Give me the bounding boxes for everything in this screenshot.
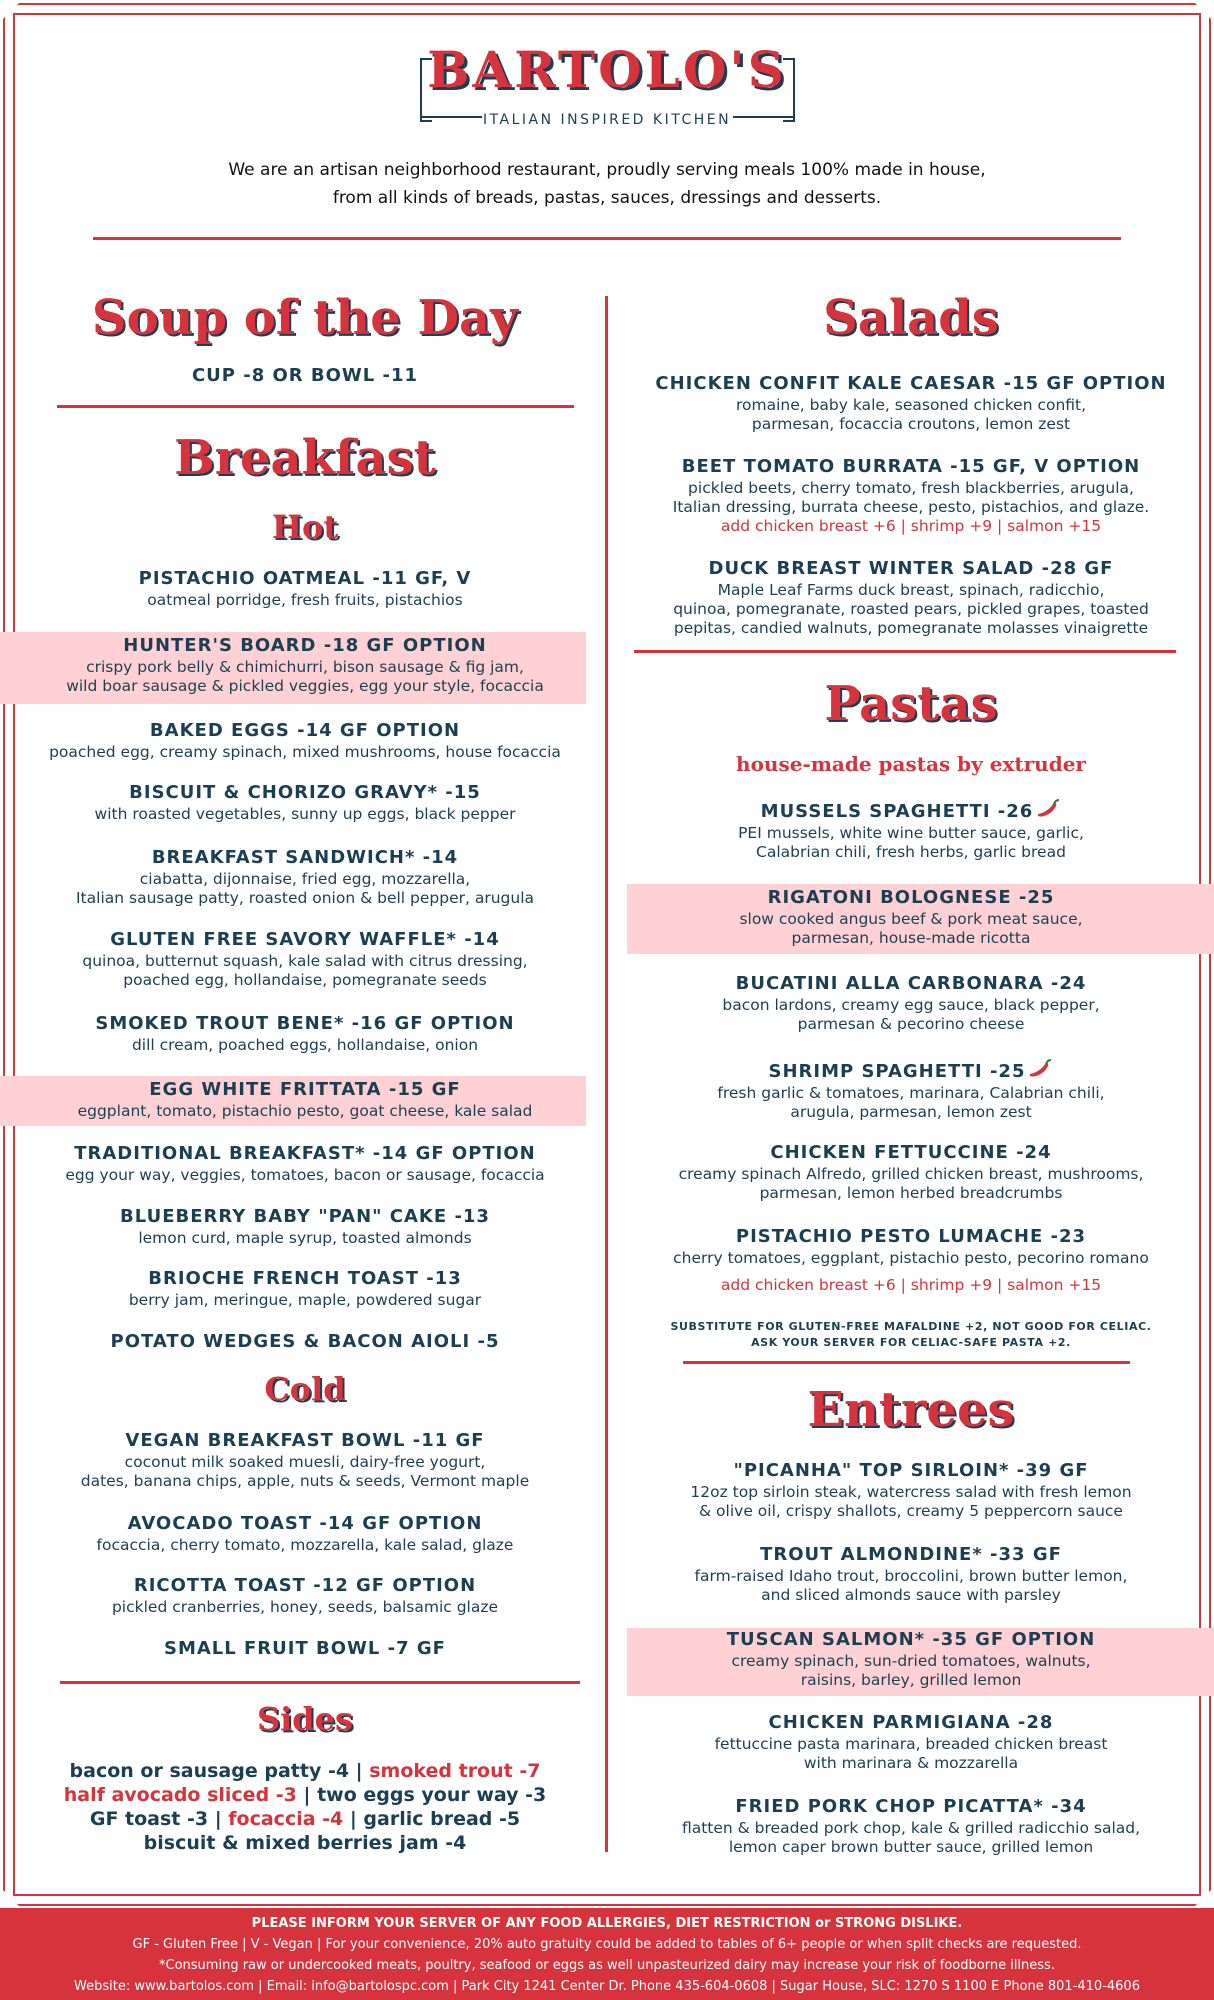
menu-item-description: fresh garlic & tomatoes, marinara, Calabrian chili, (717, 1084, 1105, 1102)
menu-item-description: berry jam, meringue, maple, powdered sugar (128, 1291, 482, 1309)
menu-item-description: slow cooked angus beef & pork meat sauce, (739, 910, 1083, 928)
salads-title: Salads (823, 290, 999, 346)
menu-item-name: BAKED EGGS -14 GF OPTION (149, 720, 461, 741)
menu-item (0, 781, 610, 824)
menu-item-description: wild boar sausage & pickled veggies, egg your style, focaccia (66, 677, 544, 695)
menu-item-addons: add chicken breast +6 | shrimp +9 | salmon +15 (720, 1276, 1102, 1294)
menu-item-description: Italian sausage patty, roasted onion & bell pepper, arugula (75, 889, 535, 907)
health-warning: *Consuming raw or undercooked meats, poultry, seafood or eggs as well unpasteurized dairy may increase your risk of foodborne illness. (159, 1958, 1055, 1973)
menu-item (0, 928, 610, 990)
menu-item-description: parmesan, focaccia croutons, lemon zest (751, 415, 1071, 433)
menu-item-name: SMOKED TROUT BENE* -16 GF OPTION (95, 1013, 515, 1034)
header-divider (93, 237, 1121, 240)
menu-item-description: parmesan, house-made ricotta (791, 929, 1031, 947)
sides-divider (60, 1681, 580, 1684)
menu-item-description: 12oz top sirloin steak, watercress salad with fresh lemon (690, 1483, 1132, 1501)
menu-item-description: Italian dressing, burrata cheese, pesto, pistachios, and glaze. (672, 498, 1150, 516)
menu-item (625, 1225, 1197, 1295)
menu-item (625, 1543, 1197, 1605)
menu-item-description: romaine, baby kale, seasoned chicken confit, (735, 396, 1087, 414)
menu-item (0, 846, 610, 908)
menu-item (0, 1574, 610, 1617)
soup-price: CUP -8 OR BOWL -11 (191, 365, 419, 386)
pastas-subtitle: house-made pastas by extruder (736, 752, 1086, 776)
salads-divider (634, 650, 1176, 653)
brand-tagline: ITALIAN INSPIRED KITCHEN (482, 112, 732, 128)
menu-item-name: BREAKFAST SANDWICH* -14 (151, 847, 459, 868)
menu-item-description: coconut milk soaked muesli, dairy-free yogurt, (124, 1453, 486, 1471)
menu-item (625, 1459, 1197, 1521)
menu-item-name: TROUT ALMONDINE* -33 GF (760, 1544, 1062, 1565)
menu-item-name: BRIOCHE FRENCH TOAST -13 (148, 1268, 462, 1289)
menu-item-description: dill cream, poached eggs, hollandaise, onion (131, 1036, 479, 1054)
menu-item (625, 1795, 1197, 1857)
menu-item-description: PEI mussels, white wine butter sauce, garlic, (738, 824, 1084, 842)
menu-item-name: SHRIMP SPAGHETTI -25 (625, 1058, 1197, 1084)
intro-text: We are an artisan neighborhood restaurant, proudly serving meals 100% made in house, from all kinds of breads, pastas, sauces, dressings and desserts. (228, 160, 986, 208)
menu-item-name: SMALL FRUIT BOWL -7 GF (164, 1638, 446, 1659)
pastas-divider (683, 1361, 1130, 1364)
menu-item (625, 1141, 1197, 1203)
menu-item-name: "PICANHA" TOP SIRLOIN* -39 GF (733, 1460, 1089, 1481)
menu-item-description: oatmeal porridge, fresh fruits, pistachios (147, 591, 463, 609)
menu-item-name: DUCK BREAST WINTER SALAD -28 GF (708, 558, 1114, 579)
menu-item-description: raisins, barley, grilled lemon (800, 1671, 1022, 1689)
menu-item (625, 798, 1197, 862)
menu-item-description: cherry tomatoes, eggplant, pistachio pesto, pecorino romano (673, 1249, 1149, 1267)
menu-item-description: and sliced almonds sauce with parsley (761, 1586, 1061, 1604)
menu-item-name: CHICKEN FETTUCCINE -24 (770, 1142, 1052, 1163)
menu-item-description: poached egg, hollandaise, pomegranate seeds (123, 971, 487, 989)
menu-item-description: crispy pork belly & chimichurri, bison sausage & fig jam, (86, 658, 524, 676)
chili-icon (1025, 1061, 1053, 1082)
menu-item (0, 1637, 610, 1661)
menu-item-name: PISTACHIO OATMEAL -11 GF, V (138, 568, 472, 589)
menu-item-name: BUCATINI ALLA CARBONARA -24 (735, 973, 1087, 994)
column-divider (605, 296, 608, 1852)
menu-item (0, 1330, 610, 1354)
menu-item-description: farm-raised Idaho trout, broccolini, brown butter lemon, (694, 1567, 1128, 1585)
menu-item (625, 972, 1197, 1034)
menu-item-description: egg your way, veggies, tomatoes, bacon or sausage, focaccia (65, 1166, 545, 1184)
hot-title: Hot (271, 508, 339, 546)
menu-item (625, 1628, 1197, 1690)
menu-item-name: BLUEBERRY BABY "PAN" CAKE -13 (120, 1206, 490, 1227)
menu-item-description: focaccia, cherry tomato, mozzarella, kale salad, glaze (96, 1536, 514, 1554)
menu-item-description: bacon lardons, creamy egg sauce, black pepper, (722, 996, 1100, 1014)
menu-item-name: TUSCAN SALMON* -35 GF OPTION (726, 1629, 1096, 1650)
menu-item-name: CHICKEN CONFIT KALE CAESAR -15 GF OPTION (655, 373, 1167, 394)
contact-info: Website: www.bartolos.com | Email: info@bartolospc.com | Park City 1241 Center Dr. Phone 435-604-0608 | Sugar House, SLC: 1270 S 1100 E Phone 801-410-4606 (74, 1979, 1140, 1994)
menu-item-description: quinoa, butternut squash, kale salad with citrus dressing, (82, 952, 528, 970)
menu-item (625, 1058, 1197, 1122)
menu-item-description: pickled beets, cherry tomato, fresh blackberries, arugula, (688, 479, 1134, 497)
menu-item (625, 1711, 1197, 1773)
menu-item-description: parmesan & pecorino cheese (797, 1015, 1025, 1033)
menu-item-description: dates, banana chips, apple, nuts & seeds, Vermont maple (80, 1472, 530, 1490)
menu-item-description: quinoa, pomegranate, roasted pears, pickled grapes, toasted (673, 600, 1149, 618)
menu-item-description: with roasted vegetables, sunny up eggs, black pepper (94, 805, 516, 823)
menu-item (0, 1078, 610, 1121)
menu-item (0, 1429, 610, 1491)
menu-item-name: RIGATONI BOLOGNESE -25 (767, 887, 1055, 908)
menu-item (625, 557, 1197, 638)
pastas-title: Pastas (824, 676, 998, 732)
menu-item (625, 455, 1197, 536)
soup-divider (57, 405, 574, 408)
menu-item (0, 1512, 610, 1555)
footer (0, 1908, 1214, 2000)
menu-item-description: arugula, parmesan, lemon zest (790, 1103, 1032, 1121)
menu-item (0, 719, 610, 762)
menu-item-description: Maple Leaf Farms duck breast, spinach, radicchio, (717, 581, 1105, 599)
legend-text: GF - Gluten Free | V - Vegan | For your convenience, 20% auto gratuity could be added to tables of 6+ people or when split checks are requested. (132, 1937, 1082, 1952)
menu-item-name: PISTACHIO PESTO LUMACHE -23 (735, 1226, 1087, 1247)
menu-item-description: fettuccine pasta marinara, breaded chicken breast (714, 1735, 1108, 1753)
menu-item-description: & olive oil, crispy shallots, creamy 5 peppercorn sauce (699, 1502, 1123, 1520)
menu-item-addons: add chicken breast +6 | shrimp +9 | salmon +15 (720, 517, 1102, 535)
entrees-title: Entrees (807, 1382, 1015, 1438)
menu-item-description: pepitas, candied walnuts, pomegranate molasses vinaigrette (673, 619, 1149, 637)
menu-item (0, 1142, 610, 1185)
menu-item-name: HUNTER'S BOARD -18 GF OPTION (123, 635, 487, 656)
menu-item-description: lemon caper brown butter sauce, grilled lemon (728, 1838, 1094, 1856)
menu-item-description: with marinara & mozzarella (803, 1754, 1019, 1772)
menu-item-description: eggplant, tomato, pistachio pesto, goat cheese, kale salad (77, 1102, 533, 1120)
menu-item-description: creamy spinach Alfredo, grilled chicken breast, mushrooms, (678, 1165, 1144, 1183)
menu-item-description: parmesan, lemon herbed breadcrumbs (759, 1184, 1063, 1202)
soup-title: Soup of the Day (91, 290, 519, 346)
menu-item-name: VEGAN BREAKFAST BOWL -11 GF (125, 1430, 485, 1451)
menu-item-name: BISCUIT & CHORIZO GRAVY* -15 (129, 782, 481, 803)
allergy-notice: PLEASE INFORM YOUR SERVER OF ANY FOOD ALLERGIES, DIET RESTRICTION or STRONG DISLIKE. (251, 1916, 963, 1931)
menu-item-name: CHICKEN PARMIGIANA -28 (768, 1712, 1054, 1733)
menu-item-description: ciabatta, dijonnaise, fried egg, mozzarella, (139, 870, 471, 888)
menu-item (625, 886, 1197, 948)
menu-item-description: lemon curd, maple syrup, toasted almonds (138, 1229, 472, 1247)
menu-item-description: pickled cranberries, honey, seeds, balsamic glaze (111, 1598, 499, 1616)
menu-item-name: BEET TOMATO BURRATA -15 GF, V OPTION (681, 456, 1141, 477)
menu-item (0, 1012, 610, 1055)
menu-item-name: POTATO WEDGES & BACON AIOLI -5 (110, 1331, 500, 1352)
menu-item-name: GLUTEN FREE SAVORY WAFFLE* -14 (110, 929, 500, 950)
breakfast-title: Breakfast (174, 430, 436, 486)
menu-item-name: EGG WHITE FRITTATA -15 GF (149, 1079, 461, 1100)
sides-title: Sides (256, 1700, 353, 1738)
menu-item (0, 567, 610, 610)
menu-item-name: RICOTTA TOAST -12 GF OPTION (133, 1575, 477, 1596)
menu-item-name: MUSSELS SPAGHETTI -26 (625, 798, 1197, 824)
menu-item (625, 372, 1197, 434)
menu-item (0, 634, 610, 696)
menu-item (0, 1205, 610, 1248)
cold-title: Cold (264, 1370, 346, 1408)
menu-item-name: FRIED PORK CHOP PICATTA* -34 (735, 1796, 1087, 1817)
pasta-note: SUBSTITUTE FOR GLUTEN-FREE MAFALDINE +2, NOT GOOD FOR CELIAC. ASK YOUR SERVER FOR CELIAC-SAFE PASTA +2. (670, 1320, 1152, 1349)
menu-item-description: creamy spinach, sun-dried tomatoes, walnuts, (731, 1652, 1091, 1670)
chili-icon (1033, 801, 1061, 822)
menu-item-description: poached egg, creamy spinach, mixed mushrooms, house focaccia (49, 743, 561, 761)
menu-item-name: AVOCADO TOAST -14 GF OPTION (127, 1513, 483, 1534)
menu-item-description: Calabrian chili, fresh herbs, garlic bread (756, 843, 1066, 861)
sides-list: bacon or sausage patty -4 | smoked trout -7 half avocado sliced -3 | two eggs your way -3 GF toast -3 | focaccia -4 | garlic bread -5 biscuit & mixed berries jam -4 (63, 1760, 547, 1854)
menu-item (0, 1267, 610, 1310)
brand-name: BARTOLO'S (427, 40, 787, 99)
menu-item-name: TRADITIONAL BREAKFAST* -14 GF OPTION (74, 1143, 536, 1164)
menu-item-description: flatten & breaded pork chop, kale & grilled radicchio salad, (681, 1819, 1141, 1837)
